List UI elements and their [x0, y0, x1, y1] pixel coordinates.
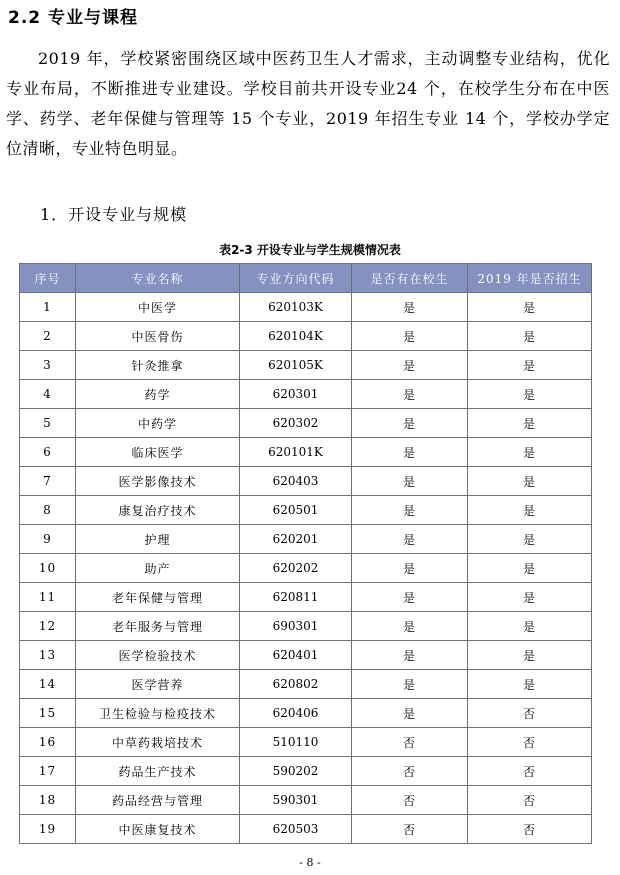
major-code-cell: 620501	[240, 496, 352, 525]
table-row	[20, 409, 592, 438]
enrolling-cell: 是	[468, 641, 592, 670]
header-major-name: 专业名称	[76, 264, 240, 293]
has-students-cell: 是	[352, 583, 468, 612]
table-row	[20, 699, 592, 728]
serial-cell: 9	[20, 525, 76, 554]
enrolling-cell: 是	[468, 438, 592, 467]
enrolling-cell: 否	[468, 815, 592, 844]
enrolling-cell: 是	[468, 293, 592, 322]
has-students-cell: 否	[352, 728, 468, 757]
major-code-cell: 620301	[240, 380, 352, 409]
major-name-cell: 助产	[76, 554, 240, 583]
enrolling-cell: 是	[468, 612, 592, 641]
serial-cell: 13	[20, 641, 76, 670]
enrolling-cell: 是	[468, 467, 592, 496]
serial-cell: 14	[20, 670, 76, 699]
major-code-cell: 620401	[240, 641, 352, 670]
table-row	[20, 467, 592, 496]
enrolling-cell: 是	[468, 409, 592, 438]
subheading: 1．开设专业与规模	[40, 205, 188, 224]
has-students-cell: 是	[352, 612, 468, 641]
serial-cell: 18	[20, 786, 76, 815]
major-name-cell: 中药学	[76, 409, 240, 438]
has-students-cell: 是	[352, 467, 468, 496]
major-name-cell: 医学影像技术	[76, 467, 240, 496]
serial-cell: 6	[20, 438, 76, 467]
table-body	[20, 293, 592, 844]
enrolling-cell: 否	[468, 757, 592, 786]
table-row	[20, 322, 592, 351]
table-row	[20, 554, 592, 583]
major-name-cell: 中医学	[76, 293, 240, 322]
header-major-code: 专业方向代码	[240, 264, 352, 293]
body-paragraph: 2019 年，学校紧密围绕区域中医药卫生人才需求，主动调整专业结构，优化专业布局，不断推进专业建设。学校目前共开设专业24 个，在校学生分布在中医学、药学、老年保健与管理等 15 个专业，2019 年招生专业 14 个，学校办学定位清晰，专业特色明显。	[6, 49, 610, 158]
header-enrolling-2019: 2019 年是否招生	[468, 264, 592, 293]
major-code-cell: 620103K	[240, 293, 352, 322]
major-code-cell: 620104K	[240, 322, 352, 351]
major-name-cell: 中医康复技术	[76, 815, 240, 844]
enrolling-cell: 是	[468, 380, 592, 409]
major-code-cell: 690301	[240, 612, 352, 641]
has-students-cell: 否	[352, 757, 468, 786]
has-students-cell: 是	[352, 554, 468, 583]
major-code-cell: 510110	[240, 728, 352, 757]
major-code-cell: 620201	[240, 525, 352, 554]
table-row	[20, 612, 592, 641]
has-students-cell: 是	[352, 641, 468, 670]
has-students-cell: 是	[352, 438, 468, 467]
major-code-cell: 620406	[240, 699, 352, 728]
table-row	[20, 380, 592, 409]
has-students-cell: 是	[352, 322, 468, 351]
table-row	[20, 641, 592, 670]
table-row	[20, 293, 592, 322]
enrolling-cell: 否	[468, 699, 592, 728]
major-code-cell: 590301	[240, 786, 352, 815]
enrolling-cell: 是	[468, 496, 592, 525]
has-students-cell: 是	[352, 670, 468, 699]
major-name-cell: 康复治疗技术	[76, 496, 240, 525]
serial-cell: 15	[20, 699, 76, 728]
serial-cell: 16	[20, 728, 76, 757]
table-row	[20, 496, 592, 525]
table-row	[20, 728, 592, 757]
table-row	[20, 670, 592, 699]
enrolling-cell: 是	[468, 351, 592, 380]
major-name-cell: 医学检验技术	[76, 641, 240, 670]
serial-cell: 1	[20, 293, 76, 322]
has-students-cell: 是	[352, 380, 468, 409]
major-name-cell: 护理	[76, 525, 240, 554]
serial-cell: 3	[20, 351, 76, 380]
majors-table	[19, 263, 592, 844]
major-code-cell: 620101K	[240, 438, 352, 467]
serial-cell: 2	[20, 322, 76, 351]
has-students-cell: 是	[352, 699, 468, 728]
major-name-cell: 药学	[76, 380, 240, 409]
major-code-cell: 620302	[240, 409, 352, 438]
table-row	[20, 438, 592, 467]
major-code-cell: 620811	[240, 583, 352, 612]
major-name-cell: 卫生检验与检疫技术	[76, 699, 240, 728]
table-row	[20, 583, 592, 612]
major-name-cell: 中医骨伤	[76, 322, 240, 351]
major-name-cell: 临床医学	[76, 438, 240, 467]
section-title: 2.2 专业与课程	[8, 8, 139, 28]
table-row	[20, 757, 592, 786]
page-number: - 8 -	[299, 856, 321, 869]
has-students-cell: 是	[352, 293, 468, 322]
major-name-cell: 医学营养	[76, 670, 240, 699]
has-students-cell: 是	[352, 409, 468, 438]
has-students-cell: 否	[352, 786, 468, 815]
enrolling-cell: 否	[468, 786, 592, 815]
serial-cell: 11	[20, 583, 76, 612]
has-students-cell: 否	[352, 815, 468, 844]
major-name-cell: 老年保健与管理	[76, 583, 240, 612]
has-students-cell: 是	[352, 525, 468, 554]
serial-cell: 7	[20, 467, 76, 496]
serial-cell: 12	[20, 612, 76, 641]
header-serial: 序号	[20, 264, 76, 293]
major-code-cell: 620105K	[240, 351, 352, 380]
major-code-cell: 620503	[240, 815, 352, 844]
table-row	[20, 351, 592, 380]
enrolling-cell: 是	[468, 583, 592, 612]
has-students-cell: 是	[352, 496, 468, 525]
header-has-students: 是否有在校生	[352, 264, 468, 293]
enrolling-cell: 是	[468, 554, 592, 583]
table-header-row	[20, 264, 592, 293]
enrolling-cell: 是	[468, 525, 592, 554]
table-caption: 表2-3 开设专业与学生规模情况表	[219, 243, 401, 257]
serial-cell: 4	[20, 380, 76, 409]
major-code-cell: 620802	[240, 670, 352, 699]
table-row	[20, 525, 592, 554]
major-name-cell: 药品经营与管理	[76, 786, 240, 815]
major-code-cell: 620403	[240, 467, 352, 496]
table-row	[20, 786, 592, 815]
major-name-cell: 中草药栽培技术	[76, 728, 240, 757]
enrolling-cell: 是	[468, 670, 592, 699]
serial-cell: 8	[20, 496, 76, 525]
enrolling-cell: 否	[468, 728, 592, 757]
serial-cell: 17	[20, 757, 76, 786]
major-code-cell: 620202	[240, 554, 352, 583]
major-name-cell: 药品生产技术	[76, 757, 240, 786]
enrolling-cell: 是	[468, 322, 592, 351]
serial-cell: 5	[20, 409, 76, 438]
has-students-cell: 是	[352, 351, 468, 380]
serial-cell: 10	[20, 554, 76, 583]
serial-cell: 19	[20, 815, 76, 844]
major-name-cell: 老年服务与管理	[76, 612, 240, 641]
table-row	[20, 815, 592, 844]
major-code-cell: 590202	[240, 757, 352, 786]
major-name-cell: 针灸推拿	[76, 351, 240, 380]
